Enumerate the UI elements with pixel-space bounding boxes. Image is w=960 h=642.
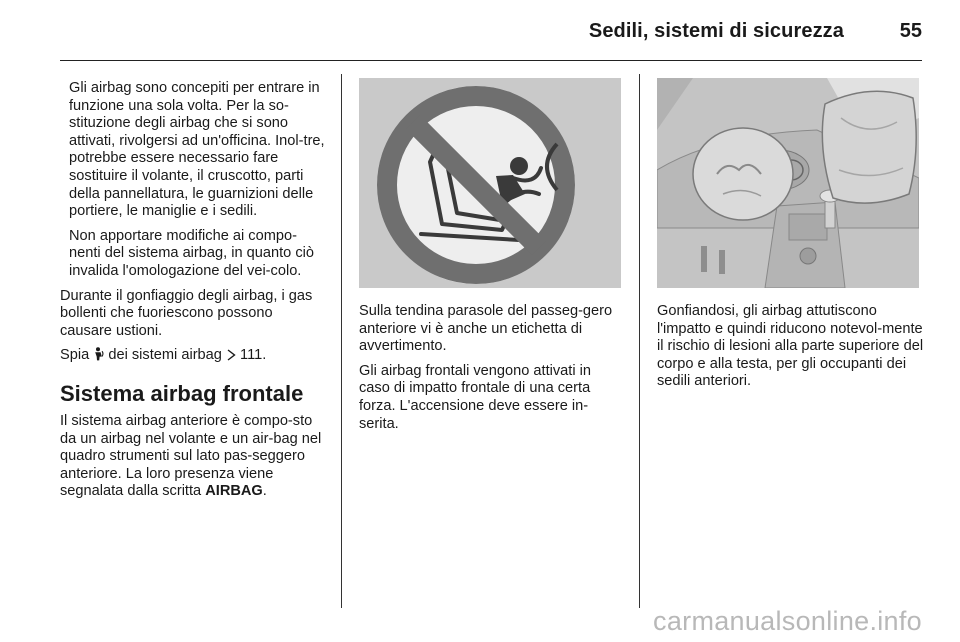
paragraph-frontal-airbag-system (60, 413, 328, 501)
paragraph-sun-visor-label: Sulla tendina parasole del passeg-gero anteriore vi è anche un etichetta di avvertimento. (359, 303, 613, 355)
prohibition-rear-facing-child-seat-icon (359, 78, 621, 288)
sentence-end: . (262, 483, 267, 500)
paragraph-hot-gas-warning: Durante il gonfiaggio degli airbag, i gas bollenti che fuoriescono possono causare ustioni. (60, 287, 313, 339)
text-column-3 (657, 303, 925, 398)
airbag-person-icon (93, 347, 104, 367)
paragraph-airbag-protection: Gonfiandosi, gli airbag attutiscono l'impatto e quindi riducono notevol-mente il rischio di lesioni alla parte superiore del corpo e alla testa, per gli occupanti dei sedili anteriori. (657, 303, 924, 390)
text-column-1 (60, 80, 328, 508)
section-heading-frontal-airbag: Sistema airbag frontale (60, 380, 304, 406)
page-number: 55 (899, 20, 922, 42)
column-divider-2 (639, 74, 640, 608)
warning-light-prefix: Spia (60, 347, 90, 364)
paragraph-no-modifications: Non apportare modifiche ai compo-nenti del sistema airbag, in quanto ciò invalida l'omologazione del vei-colo. (69, 227, 315, 279)
page-reference-link[interactable]: 111. (240, 347, 267, 364)
figure-no-child-seat (359, 78, 621, 288)
column-divider-1 (341, 74, 342, 608)
page-header-title: Sedili, sistemi di sicurezza (588, 20, 844, 42)
warning-light-text: dei sistemi airbag (108, 347, 222, 364)
paragraph-activation-conditions: Gli airbag frontali vengono attivati in caso di impatto frontale di una certa forza. L'accensione deve essere in-serita. (359, 362, 592, 432)
text-column-2 (359, 303, 625, 440)
paragraph-airbag-single-use: Gli airbag sono concepiti per entrare in funzione una sola volta. Per la so-stituzione degli airbag che si sono attivati, rivolgersi ad un'officina. Inol-tre, potrebbe essere necessario fare sostituire il volante, il cruscotto, parti della pannellatura, le guarnizioni delle portiere, le maniglie e i sedili. (69, 80, 325, 220)
figure-deployed-airbags (657, 78, 919, 288)
watermark: carmanualsonline.info (653, 606, 922, 636)
page-reference-arrow-icon (226, 349, 236, 367)
deployed-airbags-illustration (657, 78, 919, 288)
paragraph-warning-light (60, 347, 328, 367)
frontal-airbag-text: Il sistema airbag anteriore è compo-sto da un airbag nel volante e un air-bag nel quadro strumenti sul lato pas-seggero anteriore. La loro presenza viene segnalata dalla scritta (60, 412, 322, 500)
airbag-label-bold: AIRBAG (205, 483, 263, 500)
header-rule (60, 60, 922, 61)
